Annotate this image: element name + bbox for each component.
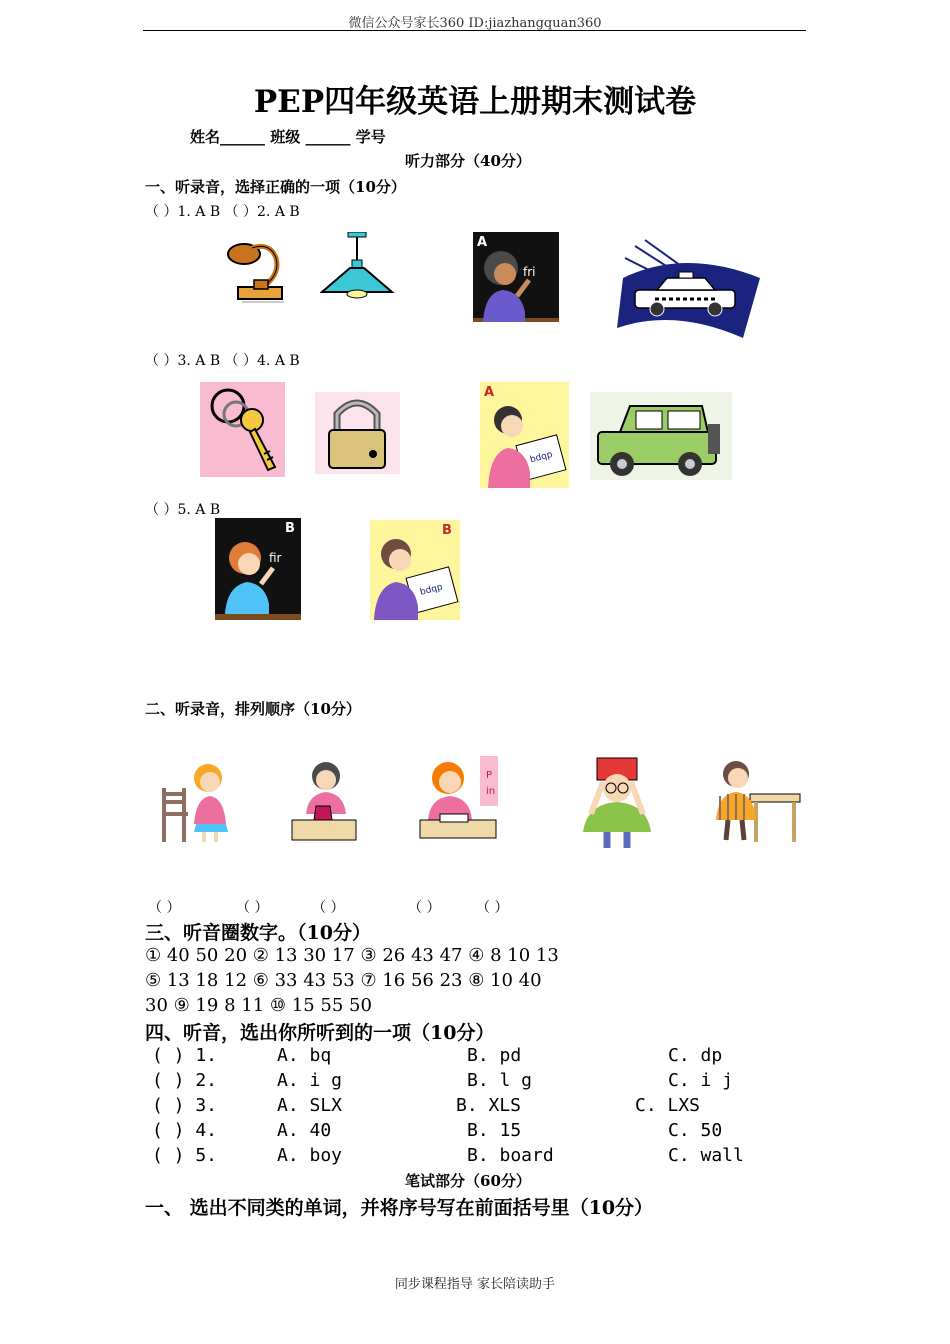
writing-section-heading: 笔试部分（60分） (405, 1172, 531, 1190)
header-divider (143, 30, 806, 31)
part2-heading: 二、听录音，排列顺序（10分） (145, 700, 361, 718)
item-5-option-a[interactable]: A. boy (277, 1145, 343, 1166)
item-3-number: ( ) 3. (152, 1095, 218, 1116)
taxi-picture (615, 238, 763, 338)
item-4-number: ( ) 4. (152, 1120, 218, 1141)
item-2-option-b[interactable]: B. l g (467, 1070, 533, 1091)
svg-text:in: in (486, 786, 496, 797)
girl-by-chair-picture (160, 758, 240, 844)
item-1-number: ( ) 1. (152, 1045, 218, 1066)
item-4-option-a[interactable]: A. 40 (277, 1120, 332, 1141)
listening-section-heading: 听力部分（40分） (405, 152, 531, 170)
order-bracket-3[interactable]: （ ） (312, 900, 345, 916)
desk-lamp-picture (222, 232, 292, 307)
svg-text:B: B (285, 521, 295, 536)
item-2-option-a[interactable]: A. i g (277, 1070, 343, 1091)
order-bracket-4[interactable]: （ ） (408, 900, 441, 916)
item-1-option-b[interactable]: B. pd (467, 1045, 522, 1066)
boy-with-hat-picture (577, 754, 657, 850)
order-bracket-2[interactable]: （ ） (236, 900, 269, 916)
part1-row2: （ ）3. A B （ ）4. A B (145, 353, 300, 369)
part3-line-3: 30 ⑨ 19 8 11 ⑩ 15 55 50 (145, 995, 372, 1016)
girl-writing-bdqp-picture (480, 382, 569, 488)
item-3-option-c[interactable]: C. LXS (635, 1095, 701, 1116)
svg-text:A: A (477, 235, 488, 250)
svg-text:bdqp: bdqp (529, 449, 554, 466)
part3-heading: 三、听音圈数字。（10分） (145, 922, 371, 944)
item-5-option-b[interactable]: B. board (467, 1145, 554, 1166)
boy-at-table-picture (706, 758, 801, 844)
order-bracket-1[interactable]: （ ） (148, 900, 181, 916)
item-1-option-a[interactable]: A. bq (277, 1045, 332, 1066)
item-1-option-c[interactable]: C. dp (668, 1045, 723, 1066)
svg-text:P: P (486, 770, 493, 781)
part1-row1: （ ）1. A B （ ）2. A B (145, 204, 300, 220)
svg-text:fri: fri (523, 265, 536, 279)
item-2-number: ( ) 2. (152, 1070, 218, 1091)
item-2-option-c[interactable]: C. i j (668, 1070, 734, 1091)
girl-at-desk-bag-picture (290, 758, 360, 844)
item-5-option-c[interactable]: C. wall (668, 1145, 744, 1166)
item-4-option-b[interactable]: B. 15 (467, 1120, 522, 1141)
svg-text:bdqp: bdqp (419, 582, 444, 598)
page-footer: 同步课程指导 家长陪读助手 (394, 1277, 556, 1292)
writing-part1-heading: 一、 选出不同类的单词，并将序号写在前面括号里（10分） (145, 1197, 654, 1219)
part3-line-2: ⑤ 13 18 12 ⑥ 33 43 53 ⑦ 16 56 23 ⑧ 10 40 (145, 970, 542, 991)
part4-heading: 四、听音，选出你所听到的一项（10分） (145, 1022, 495, 1044)
item-3-option-b[interactable]: B. XLS (456, 1095, 522, 1116)
order-bracket-5[interactable]: （ ） (476, 900, 509, 916)
jeep-picture (590, 392, 732, 480)
item-5-number: ( ) 5. (152, 1145, 218, 1166)
part3-line-1: ① 40 50 20 ② 13 30 17 ③ 26 43 47 ④ 8 10 13 (145, 945, 559, 966)
page-title: PEP四年级英语上册期末测试卷 (253, 84, 697, 120)
ceiling-lamp-picture (320, 232, 395, 302)
svg-text:fir: fir (269, 551, 282, 565)
svg-text:A: A (484, 385, 495, 400)
boy-writing-bdqp-picture (370, 520, 460, 620)
keys-picture (200, 382, 285, 477)
girl-writing-fir-picture (215, 518, 301, 620)
part1-row3: （ ）5. A B (145, 502, 221, 518)
svg-text:B: B (442, 523, 452, 538)
item-3-option-a[interactable]: A. SLX (277, 1095, 343, 1116)
page-header-watermark: 微信公众号家长360 ID:jiazhangquan360 (348, 16, 602, 31)
boy-writing-fri-picture (473, 232, 559, 322)
girl-at-desk-writing-picture (416, 756, 498, 844)
padlock-picture (315, 392, 400, 474)
item-4-option-c[interactable]: C. 50 (668, 1120, 723, 1141)
part1-heading: 一、听录音，选择正确的一项（10分） (145, 178, 406, 196)
student-info-line: 姓名______ 班级 ______ 学号 (190, 128, 386, 146)
